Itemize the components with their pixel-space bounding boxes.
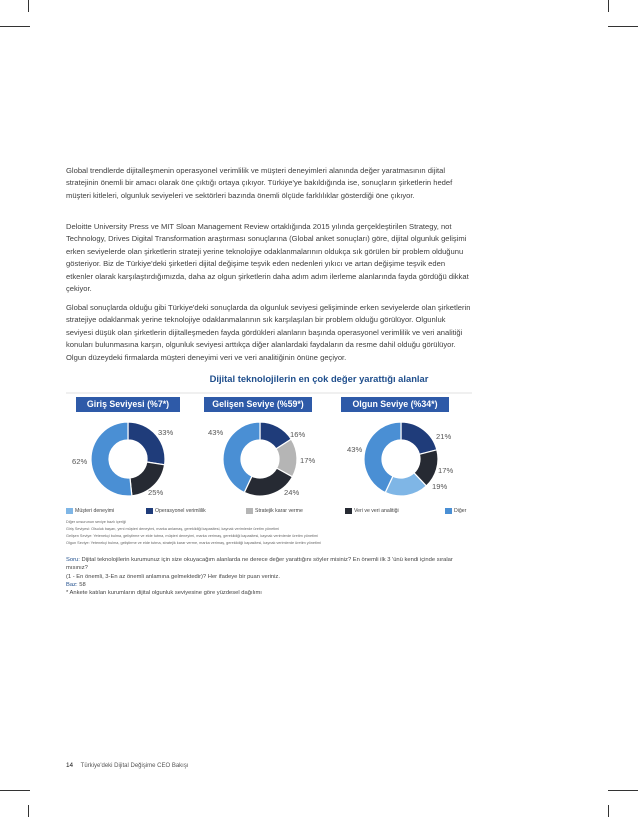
legend-swatch bbox=[445, 508, 452, 514]
crop-mark bbox=[28, 805, 29, 817]
donut-chart-giris bbox=[90, 421, 166, 497]
legend-item bbox=[66, 507, 114, 515]
survey-base bbox=[66, 581, 476, 589]
banner-olgun: Olgun Seviye (%34*) bbox=[341, 397, 449, 412]
chart-legend bbox=[66, 506, 472, 518]
legend-swatch bbox=[66, 508, 73, 514]
survey-question bbox=[66, 556, 476, 572]
title-divider bbox=[66, 392, 472, 394]
donut-segment-operasyonel bbox=[401, 422, 437, 454]
donut-segment-diger bbox=[91, 422, 132, 496]
legend-label: Operasyonel verimlilik bbox=[155, 508, 206, 514]
banner-giris: Giriş Seviyesi (%7*) bbox=[76, 397, 180, 412]
base-label: Baz: bbox=[66, 582, 78, 588]
legend-label: Diğer bbox=[454, 508, 467, 514]
note-heading: Diğer unsurunun seviye bazlı içeriği bbox=[66, 520, 126, 524]
note-line: Olgun Seviye: Yetenekçi bulma, geliştirme ve elde tutma, stratejik karar verme, marka verimaş, gereklidiği kapasitesi, kaynak verimlerde üretim yönetimi bbox=[66, 541, 321, 545]
legend-item bbox=[146, 507, 206, 515]
legend-label: Müşteri deneyimi bbox=[75, 508, 115, 514]
paragraph-research: Deloitte University Press ve MIT Sloan Management Review ortaklığında 2015 yılında gerçekleştirilen Strategy, not Technology, Drives Digital Transformation araştırması sonuçlarına (Global anket sonuçları) göre, dijital olgunluk gelişimi erken seviyelerde olan şirketlerin strateji yerine teknolojiye odaklanmalarının oldukça sık görülen bir problem olduğunu gösteriyor. Biz de Türkiye'deki şirketleri dijital değişime teşvik eden nedenleri yıkıcı ve artan değişime teşvik eden etkenler olarak karşılaştırdığımızda, daha az olgun şirketlerin daha adım adım ilerleme alanlarında fayda gördüğü dikkat çekiyor. bbox=[66, 222, 469, 294]
crop-mark bbox=[28, 0, 29, 12]
page-footer bbox=[66, 762, 189, 769]
crop-mark bbox=[608, 26, 638, 27]
data-label: 16% bbox=[290, 430, 306, 439]
question-label: Soru: bbox=[66, 557, 80, 563]
data-label: 43% bbox=[347, 445, 363, 454]
legend-item bbox=[345, 507, 399, 515]
data-label: 62% bbox=[72, 457, 88, 466]
legend-swatch bbox=[345, 508, 352, 514]
question-instruction: (1 - En önemli, 3-En az önemli anlamına gelmektedir)? Her ifadeye bir puan veriniz. bbox=[66, 574, 280, 580]
data-label: 17% bbox=[300, 456, 316, 465]
footer-title: Türkiye'deki Dijital Değişime CEO Bakışı bbox=[80, 763, 189, 769]
note-line: Giriş Seviyesi: Olsuluk başarı, yeni müşteri deneyimi, marka anlamaş, gereklidiği kapasitesi, kaynak verimlerde üretim yönetimi bbox=[66, 527, 280, 531]
legend-swatch bbox=[146, 508, 153, 514]
data-label: 25% bbox=[148, 488, 164, 497]
crop-mark bbox=[0, 790, 30, 791]
data-label: 43% bbox=[208, 428, 224, 437]
legend-label: Stratejik karar verme bbox=[255, 508, 303, 514]
footnote: * Ankete katılan kurumların dijital olgunluk seviyesine göre yüzdesel dağılımı bbox=[66, 590, 262, 596]
crop-mark bbox=[608, 0, 609, 12]
legend-item bbox=[445, 507, 466, 515]
data-label: 24% bbox=[284, 488, 300, 497]
paragraph-intro: Global trendlerde dijitalleşmenin operasyonel verimlilik ve müşteri deneyimleri alanında değer yaratmasının dijital stratejinin önemli bir amacı olarak öne çıktığı ortaya çıkıyor. Türkiye'ye bakıldığında ise, sonuçların şirketlerin hedef müşteri kitleleri, olgunluk seviyeleri ve sektörleri bazında önemli ölçüde farklılıklar gösterdiği öne çıkıyor. bbox=[66, 166, 453, 200]
crop-mark bbox=[0, 26, 30, 27]
note-line: Gelişen Seviye: Yetenekçi bulma, geliştirme ve elde tutma, müşteri deneyimi, marka verimaş, gereklidiği kapasitesi, kaynak verimlerde üretim yönetimi bbox=[66, 534, 318, 538]
banner-gelisen: Gelişen Seviye (%59*) bbox=[204, 397, 312, 412]
paragraph-turkey: Global sonuçlarda olduğu gibi Türkiye'deki sonuçlarda da olgunluk seviyesi gelişiminde erken seviyelerde olan şirketlerin stratejiye odaklanmak yerine teknolojiye odaklanmalarının sık karşılaşılan bir problem olduğu görülüyor. Olgunluk seviyesi düşük olan şirketlerin dijitalleşmeden fayda gördükleri alanların başında operasyonel verimlilik ve veri analitiği konuları bulunmasına karşın, olgunluk seviyesi arttıkça diğer alanlardaki faydaların da resme dahil olduğu görülüyor. Olgun düzeydeki firmalarda müşteri deneyimi veri ve veri analitiğinin önüne geçiyor. bbox=[66, 303, 471, 362]
crop-mark bbox=[608, 805, 609, 817]
donut-chart-olgun bbox=[363, 421, 439, 497]
donut-chart-gelisen bbox=[222, 421, 298, 497]
question-text: Dijital teknolojilerin kurumunuz için size okuyacağım alanlarda ne derece değer yarattığını söyler misiniz? En önemli ilk 3 'ünü kendi içinde sıralar mısınız? bbox=[66, 557, 453, 571]
data-label: 17% bbox=[438, 466, 454, 475]
legend-label: Veri ve veri analitiği bbox=[354, 508, 399, 514]
data-label: 21% bbox=[436, 432, 452, 441]
legend-item bbox=[246, 507, 303, 515]
base-value: 58 bbox=[79, 582, 86, 588]
legend-swatch bbox=[246, 508, 253, 514]
chart-title: Dijital teknolojilerin en çok değer yarattığı alanlar bbox=[209, 373, 429, 384]
page-number: 14 bbox=[66, 762, 74, 769]
data-label: 33% bbox=[158, 428, 174, 437]
data-label: 19% bbox=[432, 482, 448, 491]
crop-mark bbox=[608, 790, 638, 791]
